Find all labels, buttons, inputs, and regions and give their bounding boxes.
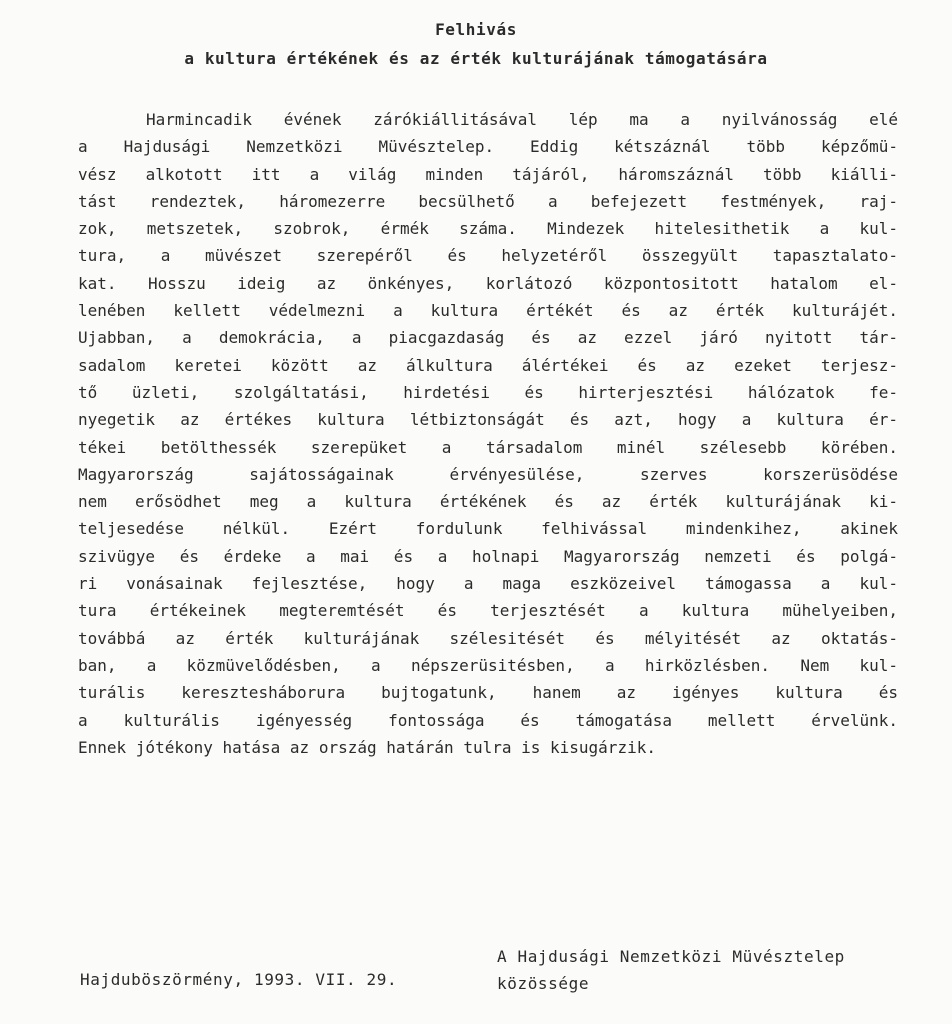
page-title: Felhivás [435, 20, 517, 39]
place-date: Hajduböszörmény, 1993. VII. 29. [80, 970, 398, 989]
body-line: tura, a müvészet szerepéről és helyzetéről összegyült tapasztalato- [78, 246, 898, 266]
body-line: Harmincadik évének zárókiállitásával lép ma a nyilvánosság elé [146, 110, 898, 129]
signature-line: közössége [497, 974, 590, 993]
body-line: továbbá az érték kulturájának szélesitését és mélyitését az oktatás- [78, 628, 898, 648]
body-line: ri vonásainak fejlesztése, hogy a maga eszközeivel támogassa a kul- [78, 574, 898, 594]
body-paragraph [78, 106, 898, 761]
body-line: a Hajdusági Nemzetközi Müvésztelep. Eddig kétszáznál több képzőmü- [78, 137, 898, 157]
signature-block [497, 943, 845, 997]
body-line: nyegetik az értékes kultura létbiztonságát és azt, hogy a kultura ér- [78, 410, 898, 430]
body-line: szivügye és érdeke a mai és a holnapi Magyarország nemzeti és polgá- [78, 546, 898, 566]
body-line: ban, a közmüvelődésben, a népszerüsitésben, a hirközlésben. Nem kul- [78, 655, 898, 675]
body-line: nem erősödhet meg a kultura értékének és az érték kulturájának ki- [78, 492, 898, 512]
body-line: tura értékeinek megteremtését és terjesztését a kultura mühelyeiben, [78, 601, 898, 621]
body-line: Ennek jótékony hatása az ország határán tulra is kisugárzik. [78, 737, 656, 757]
body-line: Ujabban, a demokrácia, a piacgazdaság és az ezzel járó nyitott tár- [78, 328, 898, 348]
body-line: Magyarország sajátosságainak érvényesülése, szerves korszerüsödése [78, 464, 898, 484]
body-line: turális keresztesháborura bujtogatunk, hanem az igényes kultura és [78, 683, 898, 703]
body-line: zok, metszetek, szobrok, érmék száma. Mindezek hitelesithetik a kul- [78, 219, 898, 239]
body-line: tékei betölthessék szerepüket a társadalom minél szélesebb körében. [78, 437, 898, 457]
signature-line: A Hajdusági Nemzetközi Müvésztelep [497, 947, 845, 966]
body-line: tő üzleti, szolgáltatási, hirdetési és hirterjesztési hálózatok fe- [78, 382, 898, 402]
page-subtitle: a kultura értékének és az érték kulturájának támogatására [184, 49, 768, 68]
body-line: teljesedése nélkül. Ezért fordulunk felhivással mindenkihez, akinek [78, 519, 898, 539]
body-line: lenében kellett védelmezni a kultura értékét és az érték kulturájét. [78, 301, 898, 321]
body-line: vész alkotott itt a világ minden tájáról, háromszáznál több kiálli- [78, 164, 898, 184]
body-line: a kulturális igényesség fontossága és támogatása mellett érvelünk. [78, 710, 898, 730]
body-line: kat. Hosszu ideig az önkényes, korlátozó központositott hatalom el- [78, 273, 898, 293]
body-line: tást rendeztek, háromezerre becsülhető a befejezett festmények, raj- [78, 191, 898, 211]
body-line: sadalom keretei között az álkultura álértékei és az ezeket terjesz- [78, 355, 898, 375]
